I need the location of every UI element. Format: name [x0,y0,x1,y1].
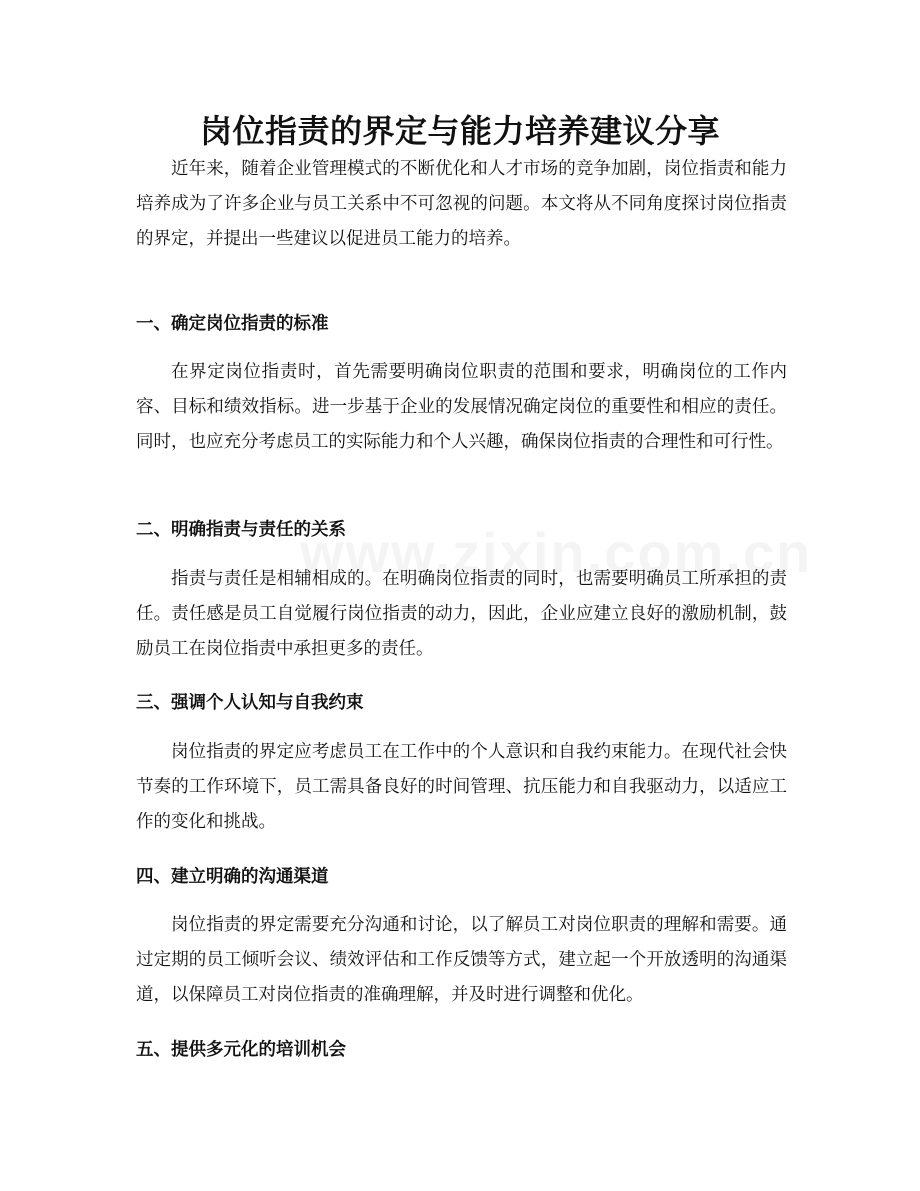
section-body-1: 在界定岗位指责时，首先需要明确岗位职责的范围和要求，明确岗位的工作内容、目标和绩效指标。进一步基于企业的发展情况确定岗位的重要性和相应的责任。同时，也应充分考虑员工的实际能力和个人兴趣，确保岗位指责的合理性和可行性。 [136,362,787,452]
section-heading-4: 四、建立明确的沟通渠道 [136,867,329,887]
intro-paragraph: 近年来，随着企业管理模式的不断优化和人才市场的竞争加剧，岗位指责和能力培养成为了许多企业与员工关系中不可忽视的问题。本文将从不同角度探讨岗位指责的界定，并提出一些建议以促进员工能力的培养。 [136,159,787,249]
section-body-4: 岗位指责的界定需要充分沟通和讨论，以了解员工对岗位职责的理解和需要。通过定期的员工倾听会议、绩效评估和工作反馈等方式，建立起一个开放透明的沟通渠道，以保障员工对岗位指责的准确理解，并及时进行调整和优化。 [136,915,787,1005]
section-body-3: 岗位指责的界定应考虑员工在工作中的个人意识和自我约束能力。在现代社会快节奏的工作环境下，员工需具备良好的时间管理、抗压能力和自我驱动力，以适应工作的变化和挑战。 [136,742,787,832]
document-title: 岗位指责的界定与能力培养建议分享 [199,112,720,150]
section-body-2: 指责与责任是相辅相成的。在明确岗位指责的同时，也需要明确员工所承担的责任。责任感是员工自觉履行岗位指责的动力，因此，企业应建立良好的激励机制，鼓励员工在岗位指责中承担更多的责任。 [136,569,787,659]
section-heading-2: 二、明确指责与责任的关系 [136,520,346,540]
section-heading-1: 一、确定岗位指责的标准 [136,314,329,334]
section-heading-5: 五、提供多元化的培训机会 [136,1040,346,1060]
section-heading-3: 三、强调个人认知与自我约束 [136,693,364,713]
